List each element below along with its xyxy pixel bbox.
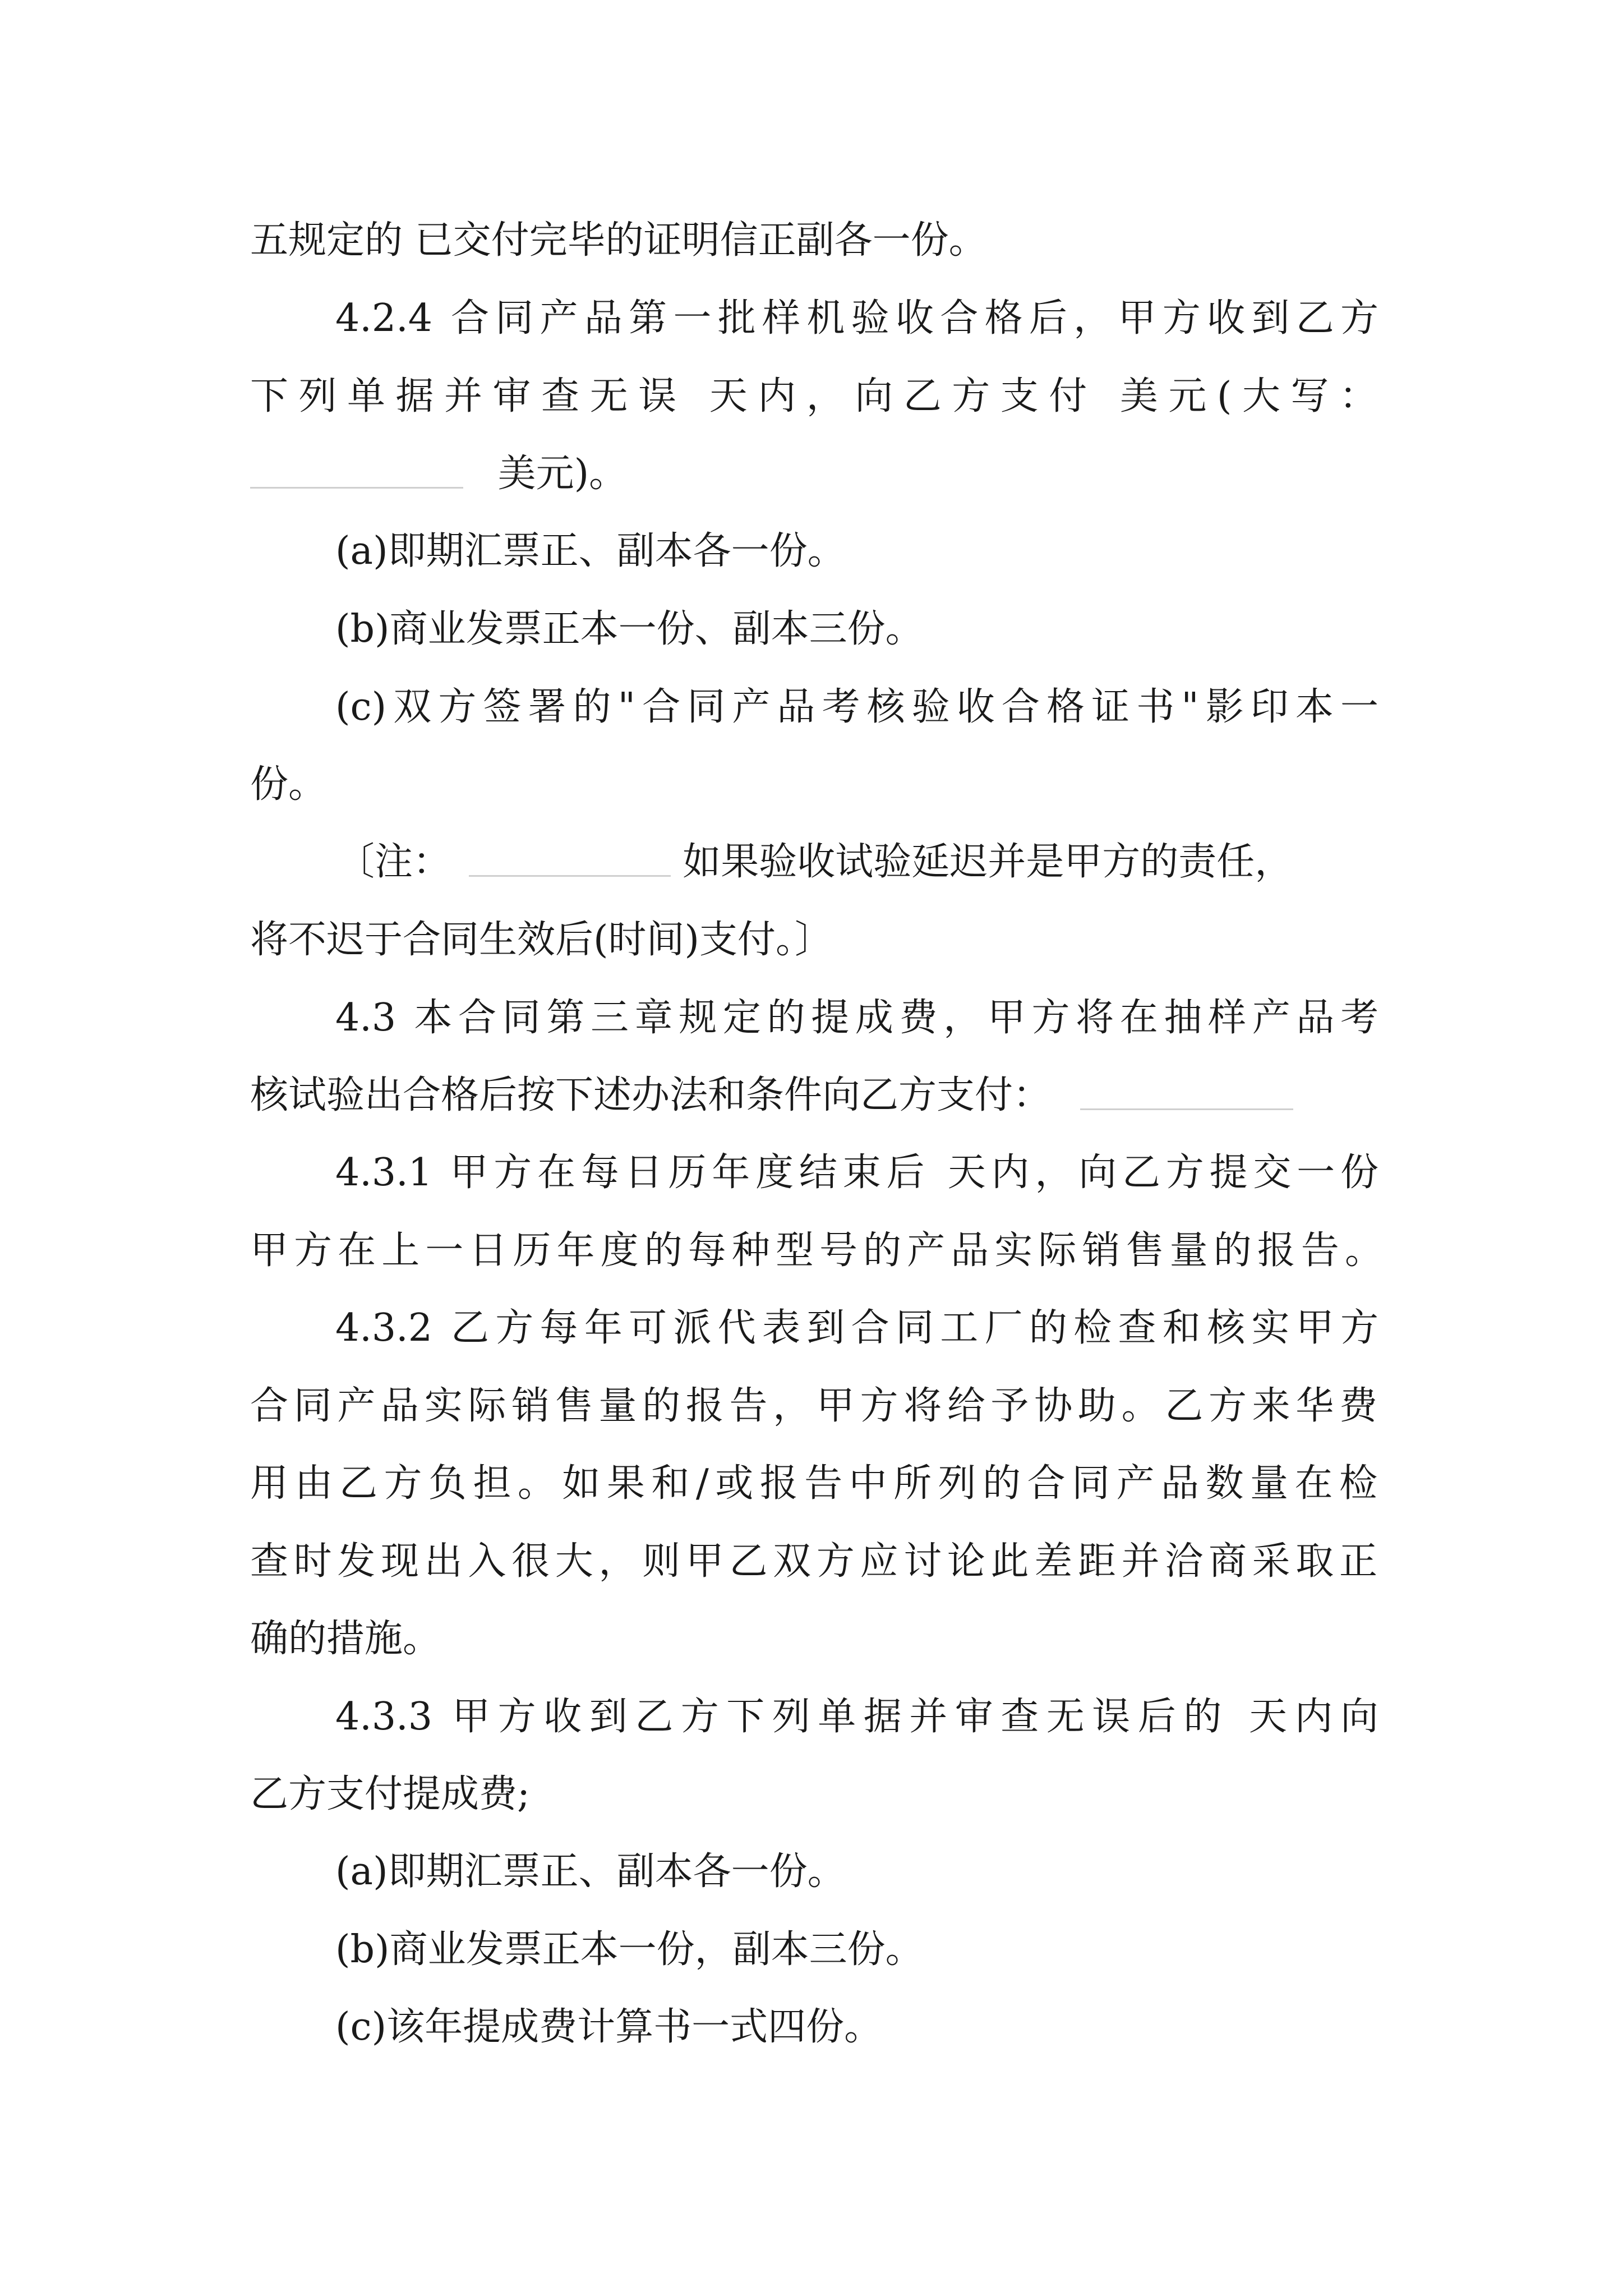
text-line: (a)即期汇票正、副本各一份。 (335, 529, 846, 573)
text-line (250, 449, 627, 499)
text-line: 确的措施。 (250, 1617, 441, 1661)
text-line: 4.3.3 甲方收到乙方下列单据并审查无误后的 天内向 (335, 1695, 1378, 1739)
text-line: 将不迟于合同生效后(时间)支付。〕 (250, 918, 833, 962)
text-line: 4.3.1 甲方在每日历年度结束后 天内，向乙方提交一份 (335, 1151, 1378, 1195)
text-line (336, 837, 1293, 887)
text-line: 份。 (250, 762, 327, 807)
text-line: 五规定的 已交付完毕的证明信正副各一份。 (250, 218, 987, 263)
blank-underline (1080, 1075, 1293, 1110)
text-line: (a)即期汇票正、副本各一份。 (335, 1849, 846, 1894)
text-line: 用由乙方负担。如果和/或报告中所列的合同产品数量在检 (250, 1461, 1377, 1506)
text-line: 下列单据并审查无误 天内，向乙方支付 美元(大写： (250, 374, 1377, 418)
text-line: 4.2.4 合同产品第一批样机验收合格后，甲方收到乙方 (335, 296, 1378, 341)
text-line: (b)商业发票正本一份、副本三份。 (335, 607, 924, 651)
text-line: 甲方在上一日历年度的每种型号的产品实际销售量的报告。 (250, 1228, 1383, 1273)
text-line: (c)双方签署的"合同产品考核验收合格证书"影印本一 (335, 685, 1378, 729)
text-segment: 美元)。 (497, 452, 628, 496)
text-line: 查时发现出入很大，则甲乙双方应讨论此差距并洽商采取正 (250, 1539, 1377, 1584)
blank-underline (469, 841, 671, 877)
text-line: (b)商业发票正本一份，副本三份。 (335, 1927, 924, 1972)
text-line: 4.3 本合同第三章规定的提成费，甲方将在抽样产品考 (335, 996, 1378, 1040)
text-line: 合同产品实际销售量的报告，甲方将给予协助。乙方来华费 (250, 1384, 1377, 1428)
text-line: 乙方支付提成费; (250, 1772, 530, 1816)
text-segment: 核试验出合格后按下述办法和条件向乙方支付： (250, 1073, 1052, 1117)
text-line (250, 1070, 1293, 1121)
text-segment: 如果验收试验延迟并是甲方的责任， (683, 840, 1293, 884)
text-line: (c)该年提成费计算书一式四份。 (335, 2005, 883, 2049)
blank-underline (250, 453, 463, 489)
text-line: 4.3.2 乙方每年可派代表到合同工厂的检查和核实甲方 (335, 1306, 1378, 1350)
text-segment: 〔注： (336, 840, 451, 884)
